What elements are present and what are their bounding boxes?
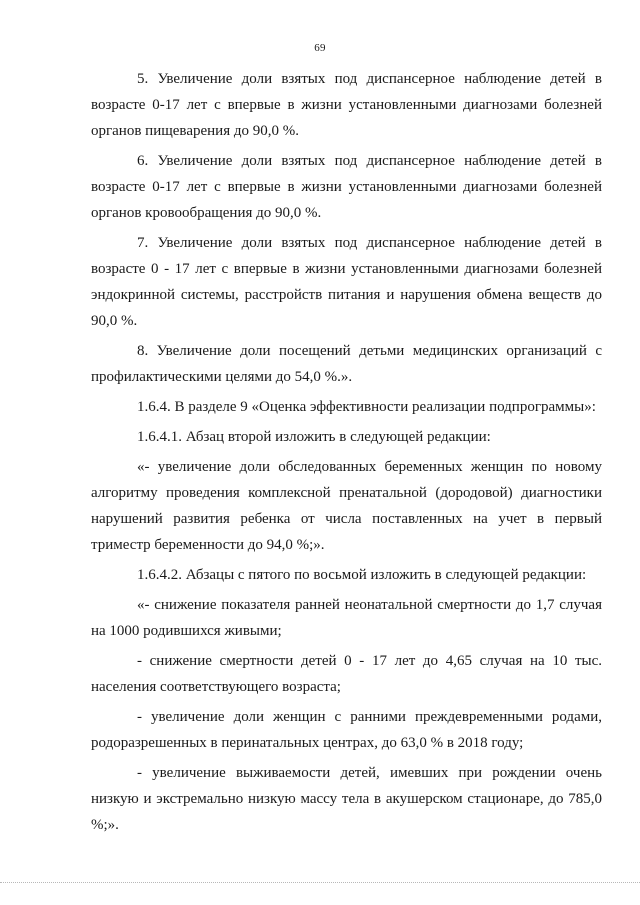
paragraph-section-1-6-4: 1.6.4. В разделе 9 «Оценка эффективности реализации подпрограммы»: xyxy=(137,399,596,415)
paragraph-neonatal-mortality: «- снижение показателя ранней неонатальной смертности до 1,7 случая на 1000 родившихся живыми; xyxy=(91,597,602,639)
paragraph-quote-pregnant-women: «- увеличение доли обследованных беременных женщин по новому алгоритму проведения комплексной пренатальной (дородовой) диагностики нарушений развития ребенка от числа поставленных на учет в первый триместр беременности до 94,0 %;». xyxy=(91,459,602,553)
paragraph-section-1-6-4-2: 1.6.4.2. Абзацы с пятого по восьмой изложить в следующей редакции: xyxy=(137,567,587,583)
document-body xyxy=(91,66,602,842)
paragraph-child-mortality: - снижение смертности детей 0 - 17 лет до 4,65 случая на 10 тыс. населения соответствующего возраста; xyxy=(91,653,602,695)
paragraph-item-8: 8. Увеличение доли посещений детьми медицинских организаций с профилактическими целями до 54,0 %.». xyxy=(91,343,602,385)
page-number: 69 xyxy=(314,42,326,54)
paragraph-item-7: 7. Увеличение доли взятых под диспансерное наблюдение детей в возрасте 0 - 17 лет с впервые в жизни установленными диагнозами болезней эндокринной системы, расстройств питания и нарушения обмена веществ до 90,0 %. xyxy=(91,235,602,329)
paragraph-item-6: 6. Увеличение доли взятых под диспансерное наблюдение детей в возрасте 0-17 лет с впервые в жизни установленными диагнозами болезней органов кровообращения до 90,0 %. xyxy=(91,153,602,221)
paragraph-section-1-6-4-1: 1.6.4.1. Абзац второй изложить в следующей редакции: xyxy=(137,429,491,445)
paragraph-item-5: 5. Увеличение доли взятых под диспансерное наблюдение детей в возрасте 0-17 лет с впервые в жизни установленными диагнозами болезней органов пищеварения до 90,0 %. xyxy=(91,71,602,139)
paragraph-premature-births: - увеличение доли женщин с ранними преждевременными родами, родоразрешенных в перинатальных центрах, до 63,0 % в 2018 году; xyxy=(91,709,602,751)
scan-edge-line xyxy=(0,882,640,883)
paragraph-survival-low-weight: - увеличение выживаемости детей, имевших при рождении очень низкую и экстремально низкую массу тела в акушерском стационаре, до 785,0 %;». xyxy=(91,765,602,833)
